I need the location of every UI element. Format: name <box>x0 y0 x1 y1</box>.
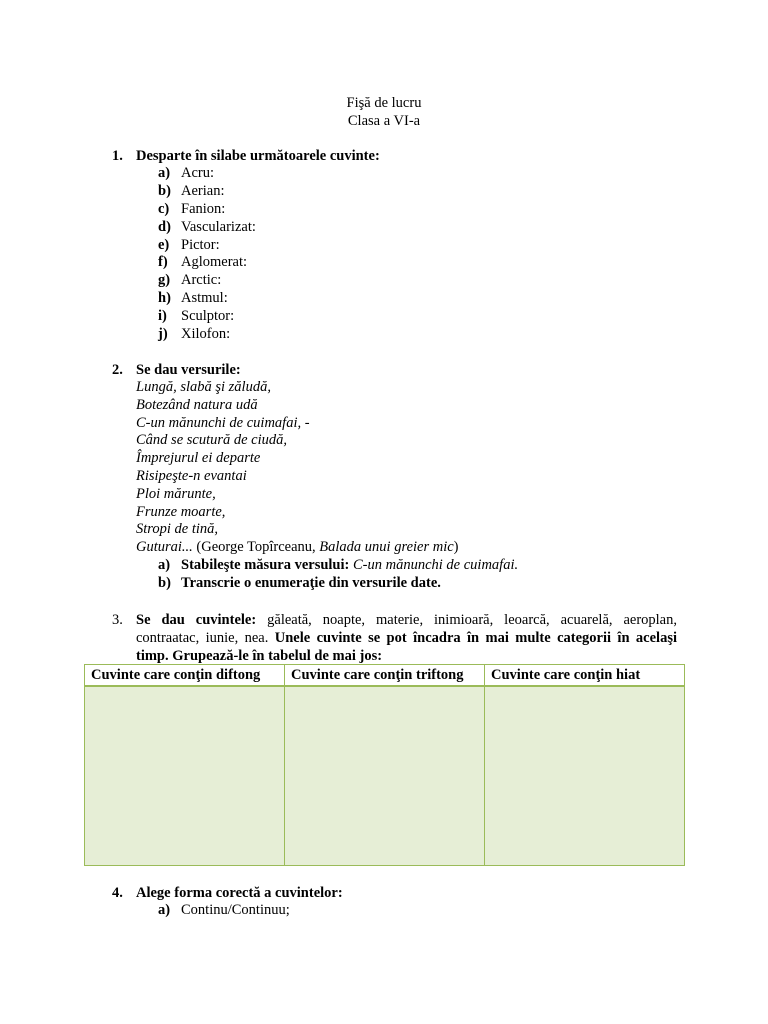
poem-verses <box>136 379 459 557</box>
verse-line: Risipeşte-n evantai <box>136 467 247 484</box>
item-letter: d) <box>158 218 171 235</box>
list-item <box>158 290 256 308</box>
list-item <box>158 575 518 593</box>
item-text: Sculptor: <box>181 308 235 325</box>
worksheet-title: Fişă de lucru <box>346 95 422 111</box>
item-letter: a) <box>158 902 171 918</box>
question-1-number: 1. <box>112 148 123 164</box>
item-letter: h) <box>158 290 171 307</box>
grouping-table <box>84 664 685 866</box>
item-letter: i) <box>158 308 167 325</box>
question-3-text <box>136 611 677 665</box>
item-text: Aerian: <box>181 182 225 199</box>
answer-cell-triftong[interactable] <box>285 686 485 866</box>
item-letter: e) <box>158 236 170 253</box>
verse-line-with-citation <box>136 539 459 557</box>
task-label: Transcrie o enumeraţie din versurile date. <box>181 574 441 591</box>
item-letter: f) <box>158 254 168 271</box>
worksheet-subtitle: Clasa a VI-a <box>347 113 421 129</box>
answer-cell-hiat[interactable] <box>485 686 685 866</box>
last-verse: Guturai... <box>136 539 193 556</box>
citation-open: (George Topîrceanu, <box>192 539 320 556</box>
item-text: Continu/Continuu; <box>181 902 290 918</box>
item-text: Vascularizat: <box>181 218 256 235</box>
list-item <box>158 237 256 255</box>
list-item <box>158 219 256 237</box>
question-1-instruction: Desparte în silabe următoarele cuvinte: <box>136 148 380 164</box>
item-letter: b) <box>158 574 171 591</box>
list-item <box>158 326 256 344</box>
question-3-instruction: Unele cuvinte se pot încadra în mai multe categorii în acelaşi timp. Grupează-le în tabelul de mai jos: <box>136 630 677 664</box>
item-text: Aglomerat: <box>181 254 248 271</box>
list-item <box>158 272 256 290</box>
verse-line: Frunze moarte, <box>136 503 226 520</box>
question-2-heading <box>112 361 241 379</box>
question-3-number: 3. <box>112 612 123 628</box>
item-letter: c) <box>158 200 170 217</box>
citation-title: Balada unui greier mic <box>319 539 454 556</box>
question-1-list <box>158 165 256 344</box>
list-item <box>158 165 256 183</box>
list-item <box>158 902 290 920</box>
question-4-list <box>158 902 290 920</box>
item-text: Arctic: <box>181 272 222 289</box>
question-3-words: găleată, noapte, materie, inimioară, leoarcă, acuarelă, aeroplan, contraatac, iunie, nea. <box>136 612 677 646</box>
list-item <box>158 201 256 219</box>
question-2-tasks <box>158 557 518 593</box>
item-text: Astmul: <box>181 290 228 307</box>
question-3-intro: Se dau cuvintele: <box>136 612 257 628</box>
column-header-triftong: Cuvinte care conţin triftong <box>285 665 485 687</box>
answer-cell-diftong[interactable] <box>85 686 285 866</box>
question-2-instruction: Se dau versurile: <box>136 362 241 378</box>
task-detail: C-un mănunchi de cuimafai. <box>349 557 519 573</box>
task-label: Stabileşte măsura versului: <box>181 557 350 573</box>
question-4-number: 4. <box>112 885 123 901</box>
verse-line: C-un mănunchi de cuimafai, - <box>136 414 310 431</box>
question-4-heading <box>112 884 343 902</box>
verse-line: Lungă, slabă şi zăludă, <box>136 379 271 395</box>
verse-line: Împrejurul ei departe <box>136 450 261 467</box>
verse-line: Stropi de tină, <box>136 521 219 538</box>
item-text: Acru: <box>181 165 215 181</box>
question-1-heading <box>112 147 380 165</box>
column-header-diftong: Cuvinte care conţin diftong <box>85 665 285 687</box>
item-text: Xilofon: <box>181 326 231 343</box>
item-text: Pictor: <box>181 236 220 253</box>
item-text: Fanion: <box>181 200 226 217</box>
verse-line: Când se scutură de ciudă, <box>136 432 288 449</box>
item-letter: g) <box>158 272 171 289</box>
question-3-number-wrap <box>112 611 136 629</box>
verse-line: Botezând natura udă <box>136 396 258 413</box>
question-4-instruction: Alege forma corectă a cuvintelor: <box>136 885 343 901</box>
item-letter: a) <box>158 557 171 573</box>
citation-close: ) <box>453 539 459 556</box>
list-item <box>158 183 256 201</box>
list-item <box>158 557 518 575</box>
verse-line: Ploi mărunte, <box>136 485 216 502</box>
item-letter: j) <box>158 326 168 343</box>
list-item <box>158 254 256 272</box>
item-letter: b) <box>158 182 171 199</box>
list-item <box>158 308 256 326</box>
question-2-number: 2. <box>112 362 123 378</box>
item-letter: a) <box>158 165 171 181</box>
column-header-hiat: Cuvinte care conţin hiat <box>485 665 685 687</box>
